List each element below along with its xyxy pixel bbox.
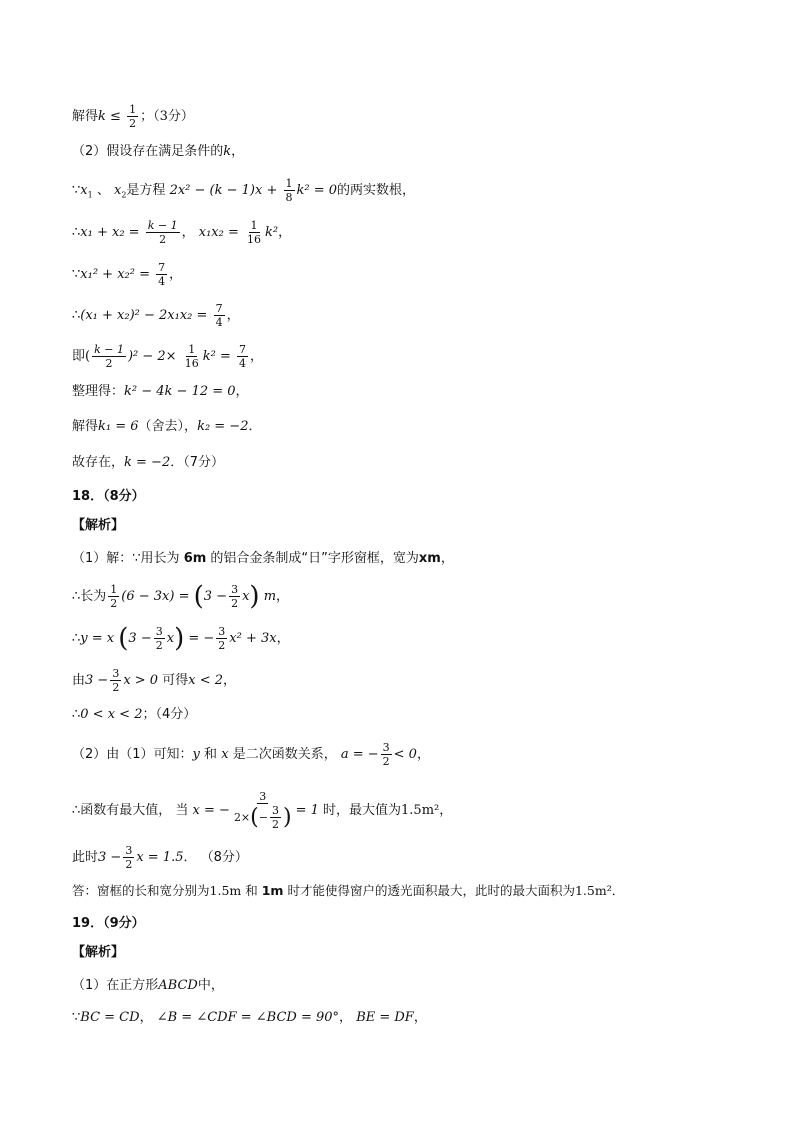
solution-line	[72, 261, 182, 288]
text: 的铝合金条制成“日”字形窗框，宽为	[210, 551, 419, 566]
text: 的两实数根，	[337, 183, 416, 198]
equation: k² − 4k − 12 = 0	[124, 384, 236, 399]
text: ． （8分）	[183, 850, 248, 865]
numerator: 3	[125, 844, 133, 857]
fraction	[110, 667, 121, 694]
equation: k₂ = −2	[197, 419, 249, 434]
text: 中，	[197, 978, 224, 993]
numerator: 3	[271, 804, 279, 817]
text: 【解析】	[72, 945, 125, 960]
text: ，	[249, 349, 263, 364]
text: 18．（8分）	[72, 489, 145, 504]
text: ，	[439, 803, 453, 818]
text: 是方程	[126, 183, 166, 198]
fraction	[92, 343, 126, 370]
paren: (	[118, 623, 129, 654]
denominator: 2	[110, 597, 118, 610]
value: 1.5m²	[574, 883, 612, 898]
equation: x < 2	[188, 673, 223, 688]
text: 此时	[72, 850, 99, 865]
solution-line	[72, 1008, 427, 1028]
denominator: 2	[382, 755, 390, 768]
solution-line	[72, 219, 291, 246]
denominator: 2	[271, 818, 279, 831]
variable: x	[242, 589, 250, 604]
equation: ∠B = ∠CDF = ∠BCD = 90°	[156, 1010, 340, 1025]
equation: 2x² − (k − 1)x +	[169, 183, 278, 198]
because-symbol: ∵	[72, 1010, 81, 1025]
text: 和	[204, 747, 218, 762]
numerator: k − 1	[147, 219, 178, 232]
variable: ABCD	[158, 978, 198, 993]
value: 1.5m²	[401, 803, 440, 818]
fraction	[381, 741, 392, 768]
text: 答：窗框的长和宽分别为	[72, 883, 210, 898]
text: ，	[339, 1010, 353, 1025]
equation: x₁x₂ =	[198, 225, 239, 240]
text: 和	[245, 883, 258, 898]
paren: (	[85, 349, 91, 364]
solution-line	[72, 453, 224, 473]
solution-line	[72, 343, 263, 370]
text: ，	[413, 1010, 427, 1025]
text: ，	[276, 631, 290, 646]
numerator: 7	[158, 261, 166, 274]
text: 19．（9分）	[72, 916, 145, 931]
text: ．（7分）	[170, 455, 224, 470]
unit: m	[263, 589, 277, 604]
text: ，	[235, 384, 249, 399]
equation: BC = CD	[80, 1010, 140, 1025]
text: ．	[611, 883, 625, 898]
solution-line	[72, 667, 236, 694]
question-heading	[72, 487, 145, 507]
text: 整理得：	[72, 384, 125, 399]
inequality: k ≤	[98, 109, 121, 124]
numerator: 1	[110, 583, 118, 596]
equation: BE = DF	[356, 1010, 414, 1025]
fraction	[156, 261, 167, 288]
fraction	[146, 219, 180, 246]
text: （1）在正方形	[72, 978, 159, 993]
analysis-heading	[72, 516, 124, 536]
equation: 3 −	[98, 850, 122, 865]
denominator	[232, 804, 294, 831]
paren: )	[174, 623, 185, 654]
numerator: 1	[250, 219, 258, 232]
fraction	[237, 343, 248, 370]
fraction	[245, 219, 263, 246]
equation: (6 − 3x) =	[121, 589, 190, 604]
equation: k² = 0	[296, 183, 338, 198]
denominator: 16	[247, 233, 261, 246]
text: ，	[181, 225, 195, 240]
numerator: 3	[155, 625, 163, 638]
equation: 3 −	[85, 673, 109, 688]
text: 时才能使得窗户的透光面积最大，此时的最大面积为	[287, 883, 575, 898]
numerator: 1	[188, 343, 196, 356]
text: ，	[416, 747, 430, 762]
text: 【解析】	[72, 518, 125, 533]
denominator: 8	[285, 191, 293, 204]
denominator: 2	[112, 681, 120, 694]
text: ，	[231, 144, 245, 159]
therefore-symbol: ∴	[72, 308, 81, 323]
variable: x	[80, 183, 88, 198]
denominator: 4	[215, 316, 223, 329]
variable: y	[192, 747, 200, 762]
equation: x₁ + x₂ =	[80, 225, 140, 240]
text: ，	[169, 267, 183, 282]
value: 1m	[261, 883, 284, 898]
denominator: 4	[158, 275, 166, 288]
text: 由	[72, 673, 86, 688]
therefore-symbol: ∴	[72, 225, 81, 240]
analysis-heading	[72, 943, 124, 963]
numerator: k − 1	[94, 343, 124, 356]
fraction	[270, 804, 281, 831]
numerator: 3	[259, 790, 267, 803]
text: ；（	[140, 109, 160, 124]
paren: )	[282, 805, 292, 830]
solution-line	[72, 142, 244, 162]
text: ，	[139, 1010, 153, 1025]
text: 解得	[72, 109, 99, 124]
text: ∴长为	[72, 589, 107, 604]
equation: )² − 2×	[127, 349, 177, 364]
because-symbol: ∵	[72, 267, 81, 282]
text: 即	[72, 349, 86, 364]
solution-line	[72, 705, 196, 725]
equation: = −	[188, 631, 215, 646]
text: （1）解：∵用长为	[72, 551, 180, 566]
fraction	[127, 103, 138, 130]
numerator: 3	[382, 741, 390, 754]
numerator: 1	[129, 103, 137, 116]
equation: 0 < x < 2	[80, 707, 143, 722]
solution-line	[72, 583, 289, 610]
equation: x₁² + x₂² =	[80, 267, 150, 282]
equation: < 0	[393, 747, 417, 762]
equation: −	[258, 811, 268, 824]
text: 故存在，	[72, 455, 125, 470]
equation: = 1	[295, 803, 319, 818]
complex-fraction	[232, 790, 294, 831]
text: ，	[440, 551, 454, 566]
therefore-symbol: ∴	[72, 631, 81, 646]
fraction	[229, 583, 240, 610]
numerator: 3	[231, 583, 239, 596]
score: 3	[159, 109, 168, 124]
equation: 3 −	[203, 589, 228, 604]
text: ∴函数有最大值， 当	[72, 803, 189, 818]
equation: x = −	[192, 803, 230, 818]
solution-line	[72, 177, 415, 206]
equation: 2×	[233, 811, 251, 824]
fraction	[123, 844, 134, 871]
equation: x² + 3x	[229, 631, 277, 646]
answer-line	[72, 881, 624, 901]
measure: 6m	[183, 551, 207, 566]
text: （舍去），	[138, 419, 198, 434]
numerator: 1	[285, 177, 293, 190]
equation: k = −2	[124, 455, 171, 470]
solution-line	[72, 103, 194, 130]
equation: k²	[265, 225, 279, 240]
solution-line	[72, 549, 454, 569]
equation: k₁ = 6	[98, 419, 139, 434]
denominator: 2	[231, 597, 239, 610]
because-symbol: ∵	[72, 183, 81, 198]
text: 解得	[72, 419, 99, 434]
paren: )	[249, 581, 260, 612]
text: 分）	[167, 109, 194, 124]
denominator: 2	[218, 639, 226, 652]
text: ，	[223, 673, 237, 688]
text: 是二次函数关系，	[232, 747, 337, 762]
text: ．	[248, 419, 262, 434]
solution-line	[72, 741, 430, 768]
therefore-symbol: ∴	[72, 707, 81, 722]
solution-line	[72, 382, 249, 402]
subscript: 1	[87, 190, 93, 200]
variable: x	[113, 183, 122, 198]
fraction	[216, 625, 227, 652]
text: ，	[278, 225, 292, 240]
denominator: 2	[129, 117, 137, 130]
denominator: 16	[184, 357, 199, 370]
denominator: 2	[155, 639, 163, 652]
text: ，	[226, 308, 240, 323]
solution-line	[72, 844, 248, 871]
text: （2）假设存在满足条件的	[72, 144, 224, 159]
variable: x	[166, 631, 175, 646]
solution-line	[72, 625, 290, 652]
question-heading	[72, 914, 145, 934]
equation: a = −	[340, 747, 379, 762]
text: 可得	[162, 673, 189, 688]
equation: (x₁ + x₂)² − 2x₁x₂ =	[80, 308, 208, 323]
numerator: 7	[215, 302, 223, 315]
variable: x	[221, 747, 229, 762]
text: 、	[92, 183, 114, 198]
denominator: 2	[125, 858, 133, 871]
numerator: 7	[238, 343, 246, 356]
solution-line	[72, 302, 240, 329]
subscript: 2	[121, 190, 127, 200]
fraction	[154, 625, 165, 652]
fraction	[284, 177, 295, 204]
solution-line	[72, 790, 452, 831]
solution-line	[72, 417, 262, 437]
value: 1.5m	[209, 883, 242, 898]
fraction	[108, 583, 119, 610]
equation: x > 0	[123, 673, 159, 688]
numerator: 3	[112, 667, 120, 680]
paren: (	[193, 581, 204, 612]
denominator: 2	[159, 233, 167, 246]
fraction	[214, 302, 225, 329]
measure: xm	[418, 551, 441, 566]
solution-line	[72, 976, 224, 996]
fraction	[183, 343, 201, 370]
denominator: 4	[238, 357, 246, 370]
denominator: 2	[105, 357, 113, 370]
text: （2）由（1）可知：	[72, 747, 193, 762]
variable: k	[223, 144, 232, 159]
paren: (	[250, 805, 259, 830]
numerator: 3	[218, 625, 226, 638]
text: 时，最大值为	[323, 803, 402, 818]
text: ；（4分）	[142, 707, 197, 722]
equation: k² =	[202, 349, 231, 364]
equation: x = 1.5	[136, 850, 184, 865]
equation: y = x	[80, 631, 115, 646]
equation: 3 −	[128, 631, 152, 646]
text: ，	[276, 589, 290, 604]
